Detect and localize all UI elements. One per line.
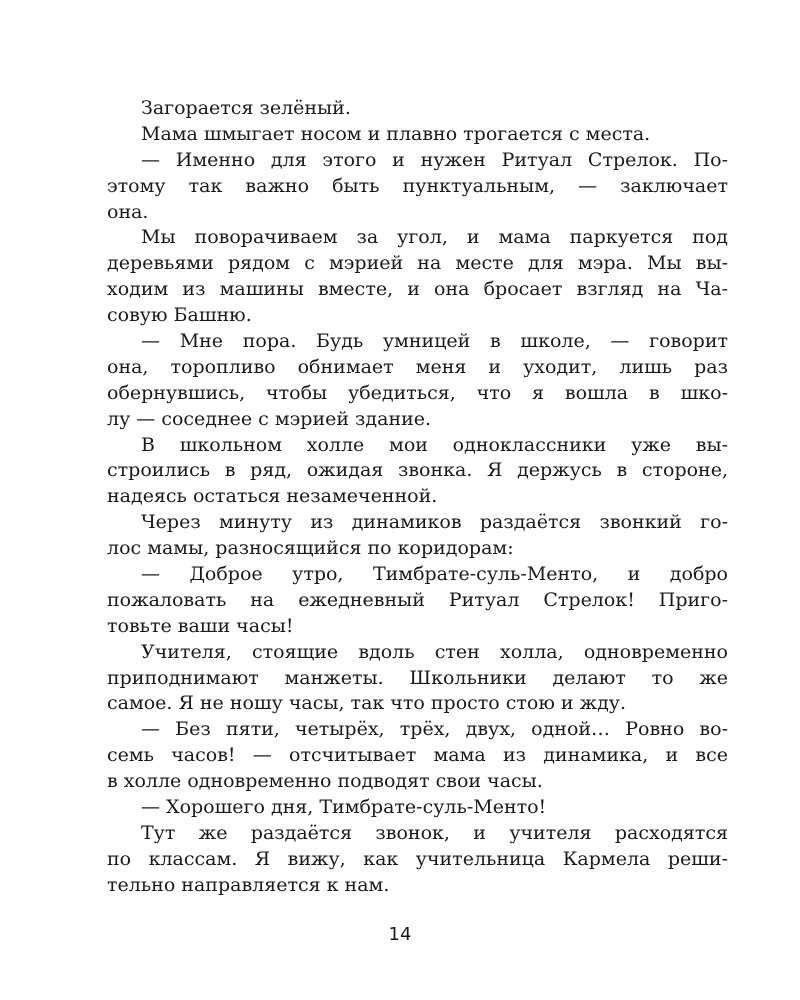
- text-line: совую Башню.: [107, 304, 252, 327]
- text-line: Загорается зелёный.: [141, 97, 351, 119]
- text-line: В школьном холле мои одноклассники уже вы-: [141, 433, 728, 456]
- text-line: она, торопливо обнимает меня и уходит, лишь раз: [107, 355, 728, 378]
- page-number: 14: [388, 924, 412, 945]
- text-line: пожаловать на ежедневный Ритуал Стрелок! Приго-: [107, 588, 728, 611]
- text-line: товьте ваши часы!: [107, 614, 294, 637]
- text-line: ходим из машины вместе, и она бросает взгляд на Ча-: [107, 278, 728, 301]
- text-line: строились в ряд, ожидая звонка. Я держусь в стороне,: [107, 459, 728, 482]
- text-line: по классам. Я вижу, как учительница Кармела реши-: [107, 847, 728, 870]
- text-line: Через минуту из динамиков раздаётся звонкий го-: [141, 511, 728, 534]
- text-line: Мы поворачиваем за угол, и мама паркуется под: [141, 226, 728, 249]
- text-line: — Именно для этого и нужен Ритуал Стрелок. По-: [141, 148, 728, 171]
- text-line: Мама шмыгает носом и плавно трогается с места.: [141, 122, 651, 145]
- text-line: самое. Я не ношу часы, так что просто стою и жду.: [107, 692, 627, 715]
- text-line: — Мне пора. Будь умницей в школе, — говорит: [141, 330, 728, 353]
- text-line: приподнимают манжеты. Школьники делают то же: [107, 666, 728, 689]
- text-line: деревьями рядом с мэрией на месте для мэра. Мы вы-: [107, 252, 728, 275]
- text-line: надеясь остаться незамеченной.: [107, 485, 438, 508]
- text-line: Учителя, стоящие вдоль стен холла, одновременно: [141, 640, 728, 663]
- text-line: — Доброе утро, Тимбрате-суль-Менто, и добро: [141, 563, 728, 586]
- text-line: Тут же раздаётся звонок, и учителя расходятся: [141, 821, 728, 844]
- text-line: этому так важно быть пунктуальным, — заключает: [107, 174, 728, 197]
- text-line: — Без пяти, четырёх, трёх, двух, одной… Ровно во-: [141, 718, 728, 741]
- text-line: семь часов! — отсчитывает мама из динамика, и все: [107, 744, 728, 767]
- text-line: — Хорошего дня, Тимбрате-суль-Менто!: [141, 796, 547, 819]
- text-line: лос мамы, разносящийся по коридорам:: [107, 537, 514, 560]
- text-line: тельно направляется к нам.: [107, 873, 390, 896]
- text-line: обернувшись, чтобы убедиться, что я вошла в шко-: [107, 381, 728, 404]
- text-line: в холле одновременно подводят свои часы.: [107, 770, 543, 793]
- body-text: [107, 96, 728, 899]
- text-line: лу — соседнее с мэрией здание.: [107, 407, 432, 430]
- text-line: она.: [107, 200, 149, 223]
